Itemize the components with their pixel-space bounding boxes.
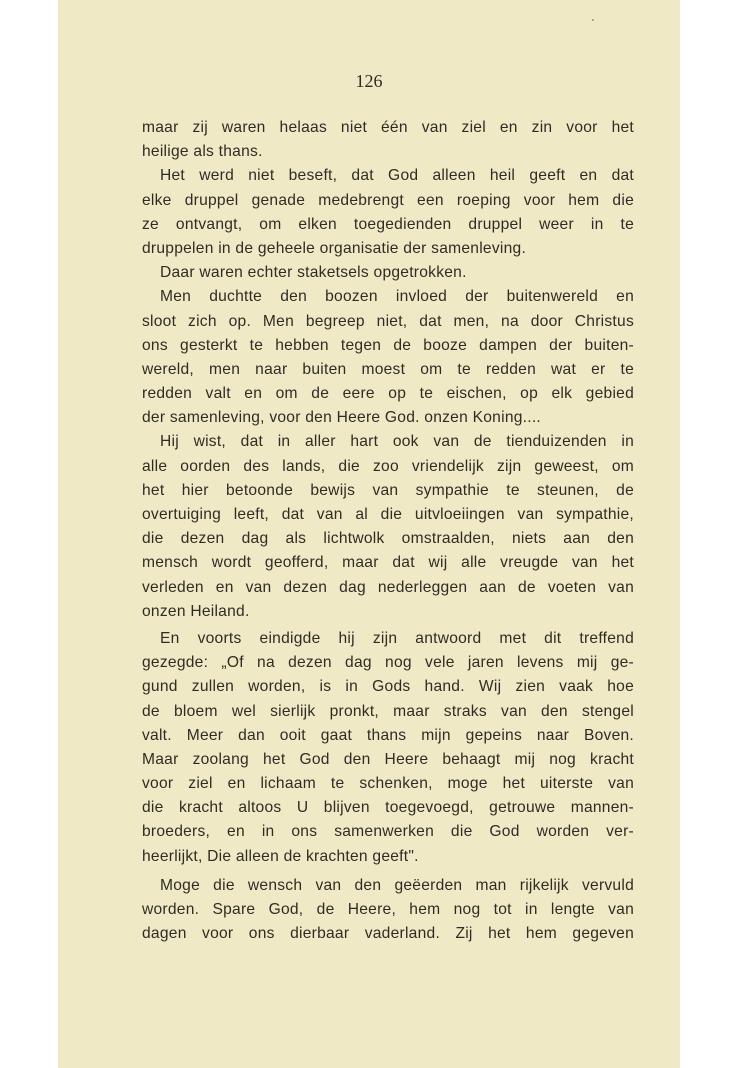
text-line: der samenleving, voor den Heere God. onzen Koning....	[142, 409, 541, 427]
text-line: maar zij waren helaas niet één van ziel en zin voor het	[142, 119, 634, 136]
text-line: Het werd niet beseft, dat God alleen heil geeft en dat	[160, 167, 634, 185]
text-line: wereld, men naar buiten moest om te redden wat er te	[142, 360, 634, 378]
text-line: verleden en van dezen dag nederleggen aan de voeten van	[142, 578, 634, 596]
page-number: 126	[355, 71, 383, 91]
text-line: heerlijkt, Die alleen de krachten geeft".	[142, 847, 419, 865]
text-line: ons gesterkt te hebben tegen de booze dampen der buiten-	[142, 336, 634, 354]
text-line: elke druppel genade medebrengt een roeping voor hem die	[142, 191, 634, 209]
text-line: En voorts eindigde hij zijn antwoord met dit treffend	[160, 629, 634, 647]
text-line: mensch wordt geofferd, maar dat wij alle vreugde van het	[142, 554, 634, 572]
text-line: de bloem wel sierlijk pronkt, maar straks van den stengel	[142, 702, 634, 720]
text-line: voor ziel en lichaam te schenken, moge het uiterste van	[142, 775, 634, 793]
text-line: het hier betoonde bewijs van sympathie te steunen, de	[142, 481, 634, 499]
text-line: alle oorden des lands, die zoo vriendelijk zijn geweest, om	[142, 457, 634, 475]
paper-speck	[592, 19, 594, 21]
book-page	[58, 0, 680, 1068]
text-line: worden. Spare God, de Heere, hem nog tot in lengte van	[142, 901, 634, 918]
text-line: Moge die wensch van den geëerden man rijkelijk vervuld	[160, 876, 634, 894]
text-line: ze ontvangt, om elken toegedienden druppel weer in te	[142, 215, 634, 233]
text-line: broeders, en in ons samenwerken die God worden ver-	[142, 823, 634, 841]
text-line: Men duchtte den boozen invloed der buitenwereld en	[160, 288, 634, 306]
text-line: Daar waren echter staketsels opgetrokken.	[160, 264, 467, 282]
text-line: gund zullen worden, is in Gods hand. Wij zien vaak hoe	[142, 678, 634, 696]
text-line: overtuiging leeft, dat van al die uitvloeiingen van sympathie,	[142, 506, 634, 523]
text-line: die dezen dag als lichtwolk omstraalden, niets aan den	[142, 530, 634, 548]
text-line: druppelen in de geheele organisatie der samenleving.	[142, 239, 527, 257]
text-line: redden valt en om de eere op te eischen, op elk gebied	[142, 385, 634, 403]
text-line: Maar zoolang het God den Heere behaagt mij nog kracht	[142, 750, 634, 768]
text-line: dagen voor ons dierbaar vaderland. Zij het hem gegeven	[142, 925, 634, 943]
text-line: gezegde: „Of na dezen dag nog vele jaren levens mij ge-	[142, 654, 634, 672]
text-line: sloot zich op. Men begreep niet, dat men, na door Christus	[142, 312, 634, 330]
body-text	[142, 116, 634, 946]
text-line: Hij wist, dat in aller hart ook van de tienduizenden in	[160, 433, 634, 451]
text-line: onzen Heiland.	[142, 602, 250, 620]
text-line: valt. Meer dan ooit gaat thans mijn gepeins naar Boven.	[142, 726, 634, 744]
text-line: heilige als thans.	[142, 143, 263, 161]
text-line: die kracht altoos U blijven toegevoegd, getrouwe mannen-	[142, 799, 634, 817]
